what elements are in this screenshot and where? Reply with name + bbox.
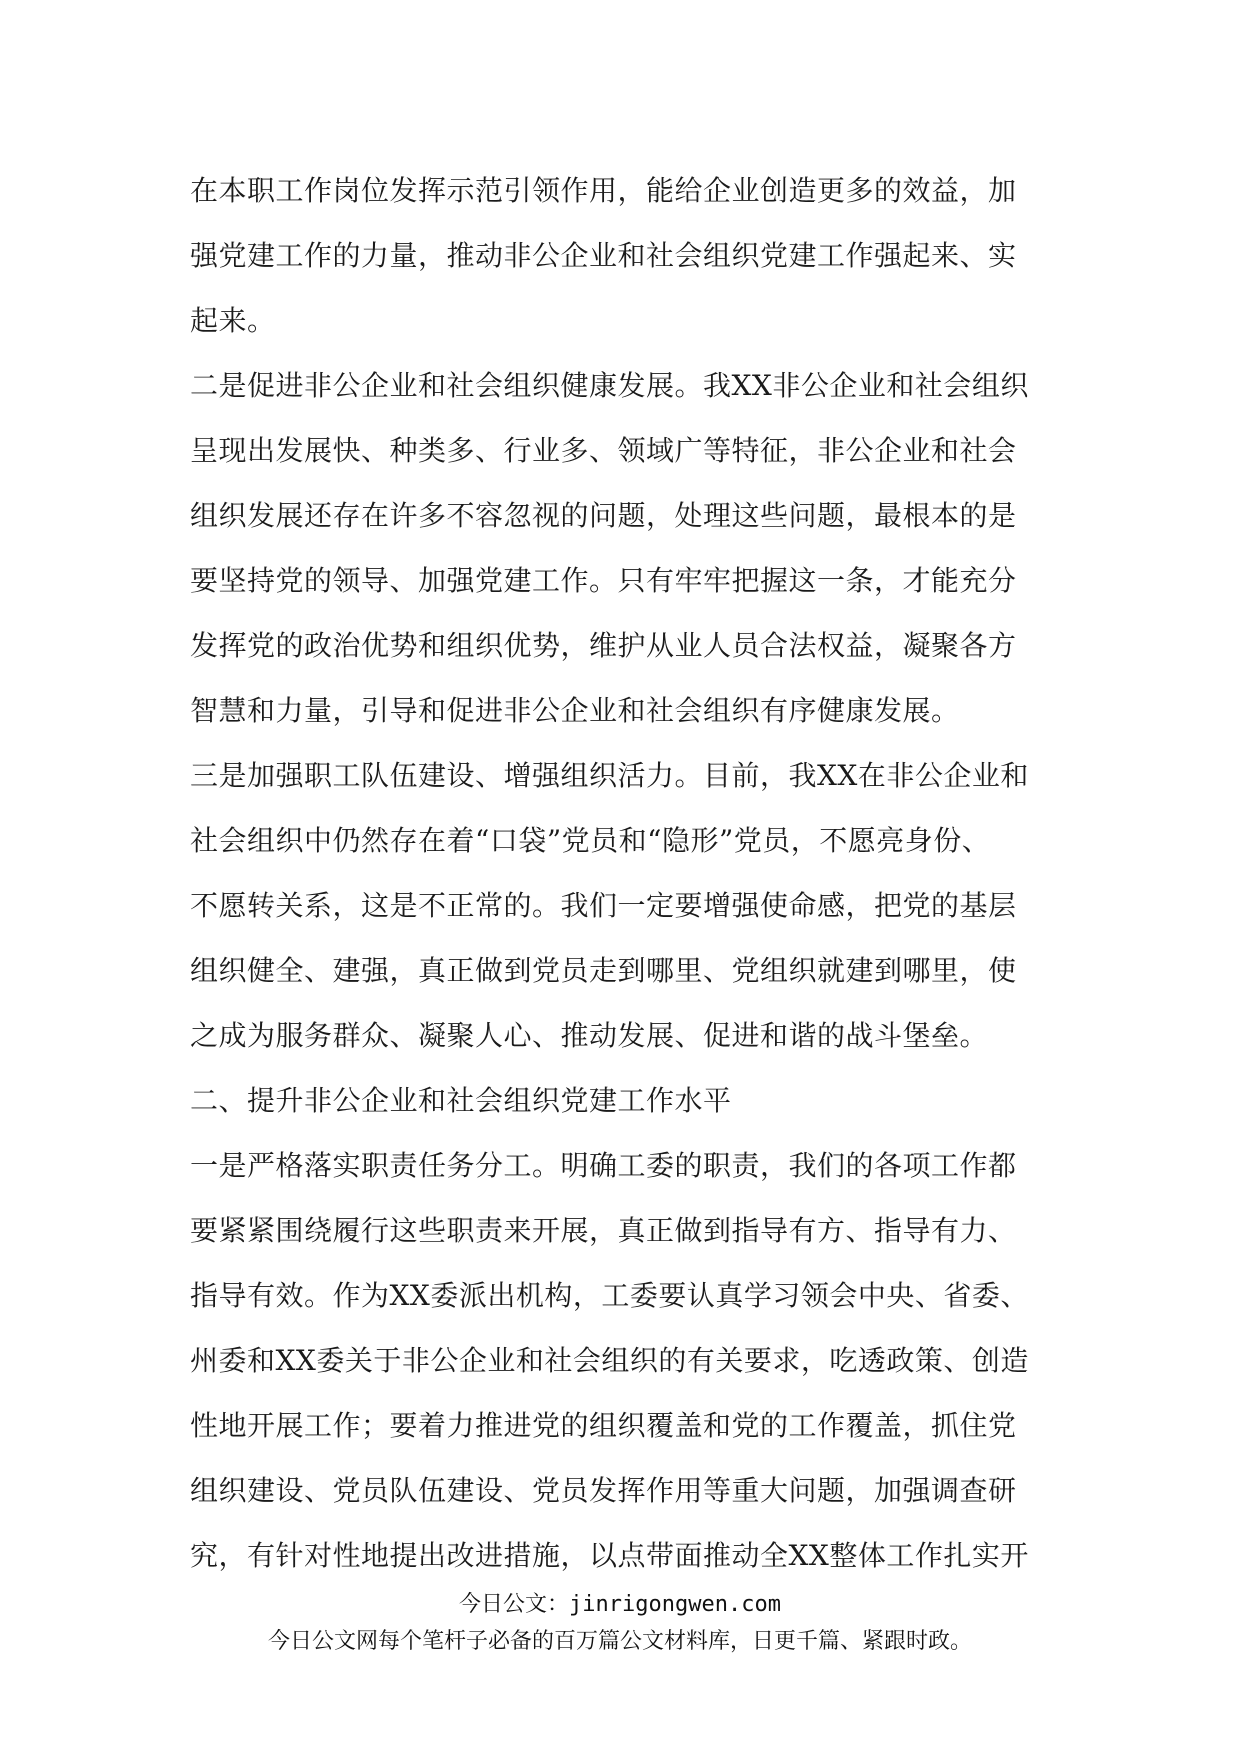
text-line: 性地开展工作；要着力推进党的组织覆盖和党的工作覆盖，抓住党: [190, 1409, 1017, 1442]
text-line: 指导有效。作为XX委派出机构，工委要认真学习领会中央、省委、: [190, 1279, 1029, 1312]
text-line: 发挥党的政治优势和组织优势，维护从业人员合法权益，凝聚各方: [190, 629, 1017, 662]
text-line: 之成为服务群众、凝聚人心、推动发展、促进和谐的战斗堡垒。: [190, 1019, 989, 1052]
footer-site: [0, 1590, 1240, 1620]
footer-site-label: 今日公文：: [459, 1592, 570, 1617]
text-line: 起来。: [190, 304, 276, 337]
section-heading: 二、提升非公企业和社会组织党建工作水平: [190, 1084, 732, 1117]
footer-slogan: 今日公文网每个笔杆子必备的百万篇公文材料库，日更千篇、紧跟时政。: [267, 1629, 972, 1654]
text-line: 在本职工作岗位发挥示范引领作用，能给企业创造更多的效益，加: [190, 174, 1017, 207]
text-line: 呈现出发展快、种类多、行业多、领域广等特征，非公企业和社会: [190, 434, 1017, 467]
text-line: 三是加强职工队伍建设、增强组织活力。目前，我XX在非公企业和: [190, 759, 1029, 792]
text-line: 要坚持党的领导、加强党建工作。只有牢牢把握这一条，才能充分: [190, 564, 1017, 597]
document-body: [190, 158, 1060, 1588]
text-line: 组织建设、党员队伍建设、党员发挥作用等重大问题，加强调查研: [190, 1474, 1017, 1507]
footer-site-url[interactable]: jinrigongwen.com: [569, 1592, 781, 1617]
text-line: 社会组织中仍然存在着“口袋”党员和“隐形”党员，不愿亮身份、: [190, 824, 991, 857]
text-line: 强党建工作的力量，推动非公企业和社会组织党建工作强起来、实: [190, 239, 1017, 272]
text-line: 要紧紧围绕履行这些职责来开展，真正做到指导有方、指导有力、: [190, 1214, 1017, 1247]
text-line: 不愿转关系，这是不正常的。我们一定要增强使命感，把党的基层: [190, 889, 1017, 922]
text-line: 组织健全、建强，真正做到党员走到哪里、党组织就建到哪里，使: [190, 954, 1017, 987]
text-line: 州委和XX委关于非公企业和社会组织的有关要求，吃透政策、创造: [190, 1344, 1029, 1377]
text-line: 究，有针对性地提出改进措施，以点带面推动全XX整体工作扎实开: [190, 1539, 1029, 1572]
text-line: 组织发展还存在许多不容忽视的问题，处理这些问题，最根本的是: [190, 499, 1017, 532]
text-line: 一是严格落实职责任务分工。明确工委的职责，我们的各项工作都: [190, 1149, 1017, 1182]
text-line: 二是促进非公企业和社会组织健康发展。我XX非公企业和社会组织: [190, 369, 1029, 402]
text-line: 智慧和力量，引导和促进非公企业和社会组织有序健康发展。: [190, 694, 960, 727]
